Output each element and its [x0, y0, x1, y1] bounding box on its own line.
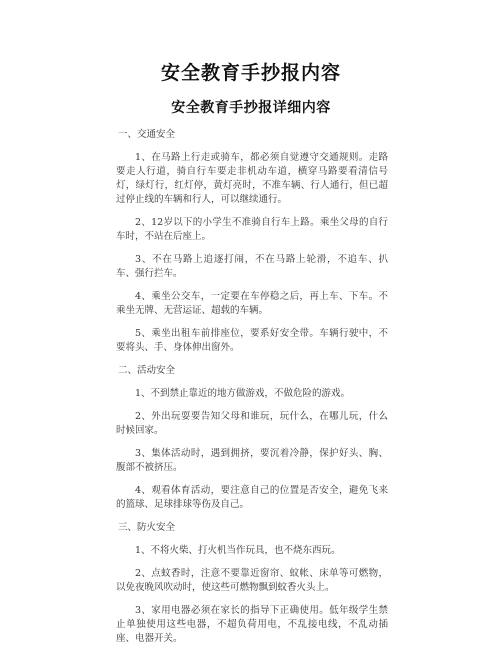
- section-heading-activity: 二、活动安全: [118, 365, 176, 376]
- paragraph: 1、在马路上行走或骑车，都必须自觉遵守交通规则。走路要走人行道，骑自行车要走非机动车道，横穿马路要看清信号灯，绿灯行，红灯停，黄灯亮时，不准车辆、行人通行，但已超过停止线的车辆和行人，可以继续通行。: [116, 152, 388, 205]
- paragraph: 1、不将火柴、打火机当作玩具，也不烧东西玩。: [135, 545, 341, 556]
- paragraph: 5、乘坐出租车前排座位，要系好安全带。车辆行驶中，不要将头、手、身体伸出窗外。: [116, 328, 388, 353]
- paragraph: 2、12岁以下的小学生不准骑自行车上路。乘坐父母的自行车时，不站在后座上。: [116, 217, 388, 242]
- paragraph: 4、观看体育活动，要注意自己的位置是否安全，避免飞来的篮球、足球排球等伤及自己。: [116, 485, 388, 510]
- page-title: 安全教育手抄报内容: [160, 62, 341, 84]
- section-heading-traffic: 一、交通安全: [118, 129, 176, 140]
- section-heading-fire: 三、防火安全: [118, 522, 176, 533]
- paragraph: 4、乘坐公交车，一定要在车停稳之后，再上车、下车。不乘坐无牌、无营运证、超载的车辆。: [116, 291, 388, 316]
- paragraph: 3、集体活动时，遇到拥挤，要沉着冷静，保护好头、胸、腹部不被挤压。: [116, 448, 388, 473]
- document-body: [116, 128, 388, 655]
- paragraph: 2、点蚊香时，注意不要靠近窗帘、蚊帐、床单等可燃物，以免夜晚风吹动时，使这些可燃物飘到蚊香火头上。: [116, 568, 388, 593]
- page-subtitle: 安全教育手抄报详细内容: [171, 100, 331, 116]
- paragraph: 3、不在马路上追逐打闹，不在马路上轮滑，不追车、扒车、强行拦车。: [116, 254, 388, 279]
- paragraph: 2、外出玩耍要告知父母和谁玩，玩什么，在哪儿玩，什么时候回家。: [116, 411, 388, 436]
- paragraph: 3、家用电器必须在家长的指导下正确使用。低年级学生禁止单独使用这些电器，不超负荷用电，不乱接电线，不乱动插座、电器开关。: [116, 605, 388, 644]
- paragraph: 1、不到禁止靠近的地方做游戏，不做危险的游戏。: [135, 388, 351, 399]
